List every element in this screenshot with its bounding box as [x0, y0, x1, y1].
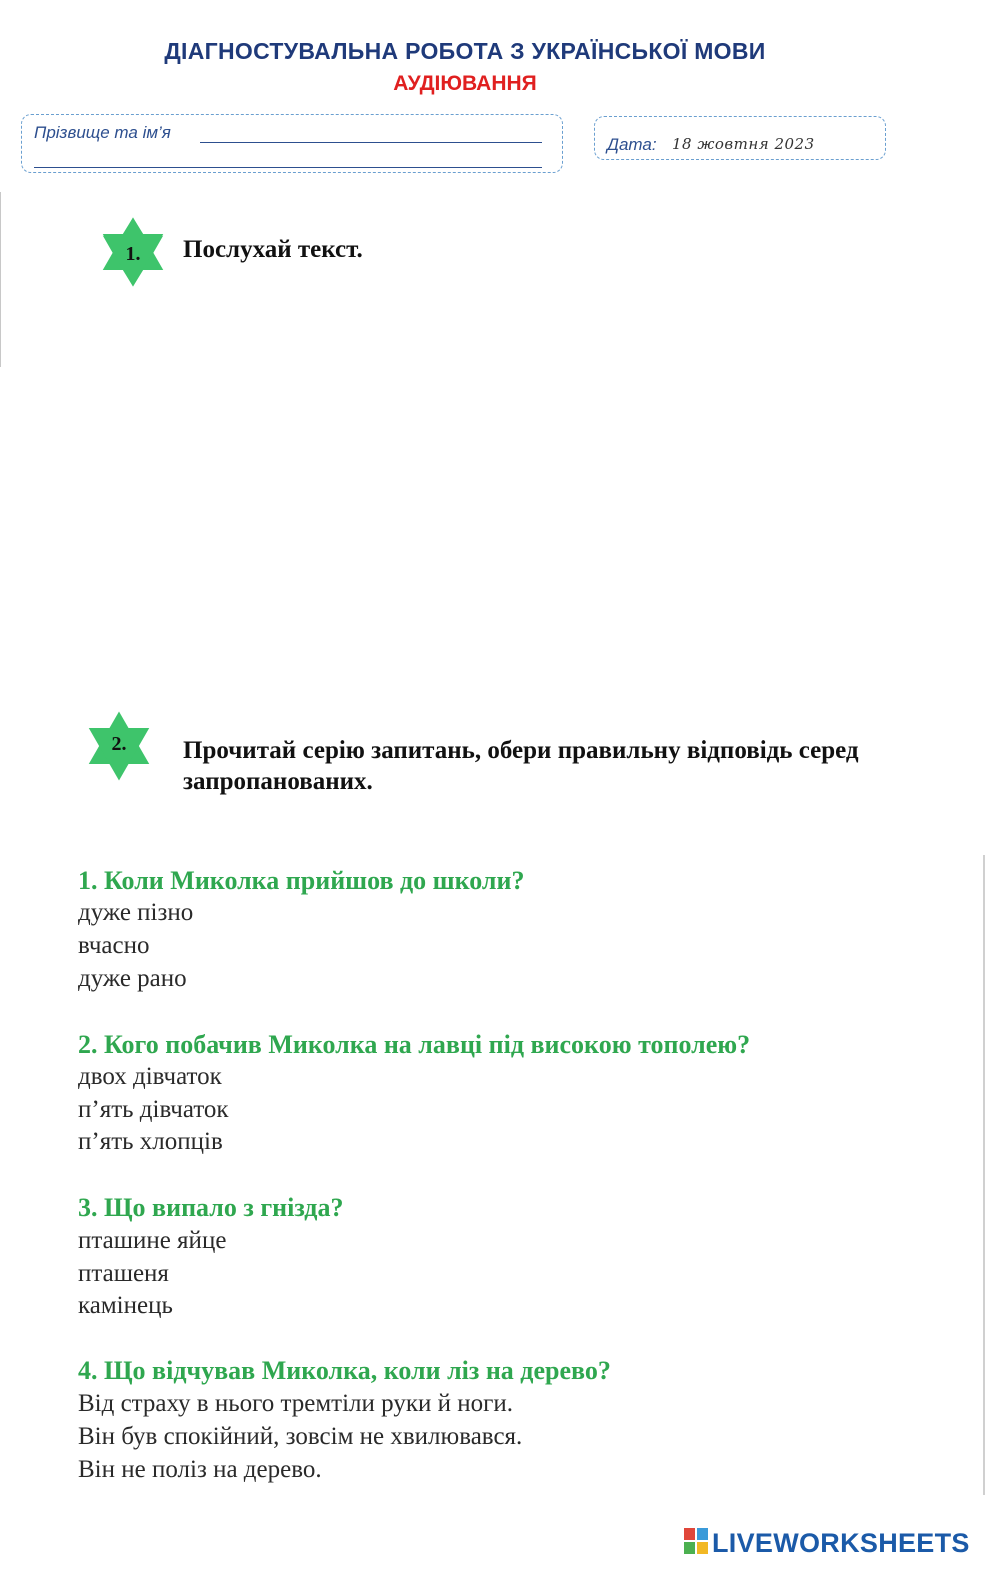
- task-1-instruction: Послухай текст.: [183, 236, 363, 263]
- answer-option[interactable]: дуже пізно: [78, 899, 194, 926]
- date-value: 18 жовтня 2023: [672, 135, 815, 153]
- name-line-2: [34, 167, 542, 168]
- task-2-instruction: [183, 735, 859, 797]
- question-heading: 1. Коли Миколка прийшов до школи?: [78, 866, 525, 895]
- answer-option[interactable]: двох дівчаток: [78, 1063, 222, 1090]
- question-heading: 4. Що відчував Миколка, коли ліз на дерево?: [78, 1356, 611, 1385]
- question-heading: 2. Кого побачив Миколка на лавці під високою тополею?: [78, 1030, 751, 1059]
- date-label: Дата:: [607, 135, 657, 154]
- task-number: 1.: [125, 242, 141, 265]
- margin-rule: [0, 192, 1, 367]
- answer-option[interactable]: п’ять хлопців: [78, 1128, 223, 1155]
- six-point-star-icon: [97, 216, 169, 288]
- name-box: [21, 114, 563, 173]
- name-line: [200, 142, 542, 143]
- date-box: [594, 116, 886, 160]
- panel-edge: [983, 855, 985, 1495]
- liveworksheets-logo[interactable]: [684, 1528, 970, 1558]
- answer-option[interactable]: камінець: [78, 1292, 173, 1319]
- task-2-line-1: Прочитай серію запитань, обери правильну відповідь серед: [183, 737, 859, 764]
- answer-option[interactable]: Він не поліз на дерево.: [78, 1456, 322, 1483]
- liveworksheets-logo-icon: [684, 1528, 708, 1559]
- page-title: ДІАГНОСТУВАЛЬНА РОБОТА З УКРАЇНСЬКОЇ МОВИ: [164, 38, 766, 64]
- page-subtitle: АУДІЮВАННЯ: [393, 72, 537, 95]
- answer-option[interactable]: пташине яйце: [78, 1227, 227, 1254]
- answer-option[interactable]: п’ять дівчаток: [78, 1096, 229, 1123]
- six-point-star-icon: [83, 710, 155, 782]
- task-2-line-2: запропанованих.: [183, 768, 373, 795]
- brand-name: LIVEWORKSHEETS: [712, 1527, 970, 1558]
- name-label: Прізвище та ім’я: [34, 123, 171, 142]
- answer-option[interactable]: пташеня: [78, 1260, 169, 1287]
- answer-option[interactable]: вчасно: [78, 932, 150, 959]
- task-number: 2.: [111, 732, 127, 755]
- answer-option[interactable]: дуже рано: [78, 965, 187, 992]
- question-heading: 3. Що випало з гнізда?: [78, 1193, 344, 1222]
- answer-option[interactable]: Він був спокійний, зовсім не хвилювався.: [78, 1423, 523, 1450]
- answer-option[interactable]: Від страху в нього тремтіли руки й ноги.: [78, 1390, 513, 1417]
